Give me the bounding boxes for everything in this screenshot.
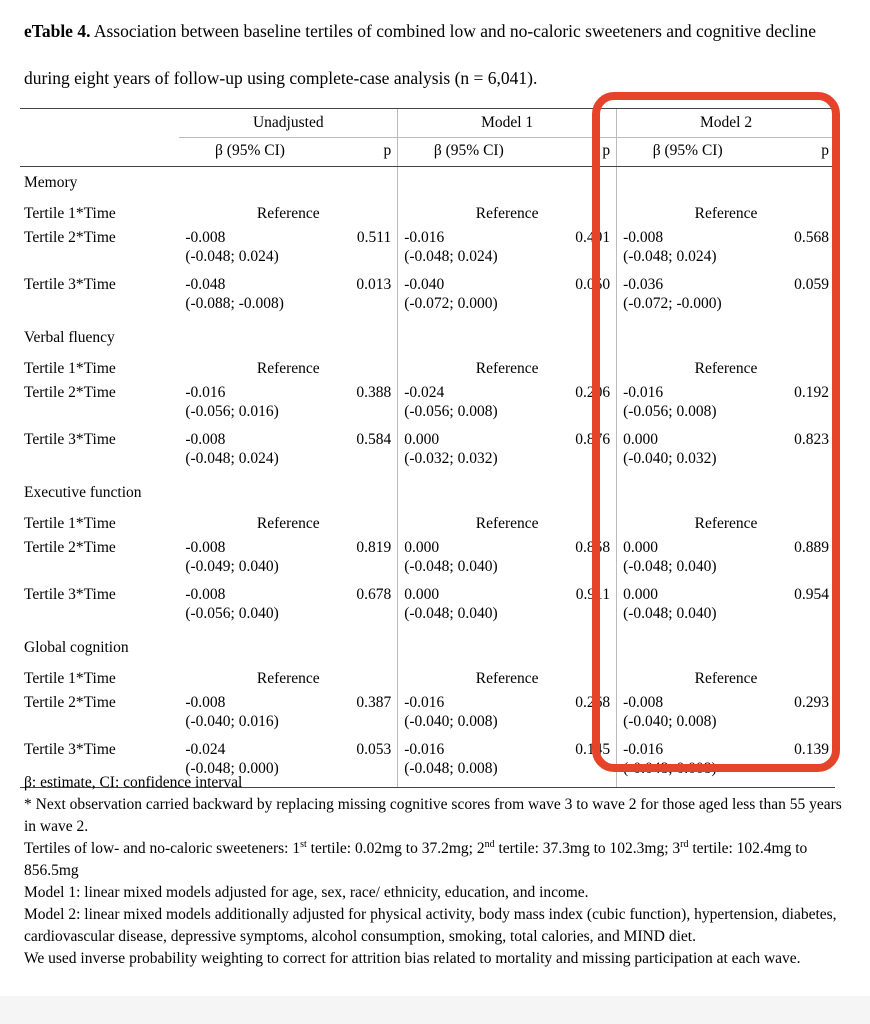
beta-value: -0.016 — [185, 384, 226, 401]
ci-value: (-0.072; -0.000) — [623, 295, 722, 312]
table-row — [20, 383, 835, 430]
row-label: Tertile 2*Time — [24, 694, 116, 711]
beta-ci-cell — [179, 430, 320, 477]
beta-value: -0.016 — [404, 694, 445, 711]
row-label: Tertile 3*Time — [20, 740, 179, 788]
empty-cell — [758, 167, 835, 200]
row-label: Tertile 2*Time — [24, 384, 116, 401]
ci-value: (-0.056; 0.008) — [623, 403, 717, 420]
ci-value: (-0.056; 0.008) — [404, 403, 498, 420]
empty-cell — [398, 477, 540, 509]
ci-value: (-0.049; 0.040) — [185, 558, 279, 575]
beta-ci-cell — [398, 538, 540, 585]
beta-ci-cell — [179, 693, 320, 740]
beta-ci-cell — [617, 585, 759, 632]
table-body — [20, 167, 835, 788]
reference-cell: Reference — [617, 354, 835, 383]
p-value: 0.053 — [321, 740, 398, 788]
p-value: 0.911 — [575, 586, 611, 603]
table-row — [20, 664, 835, 693]
row-label: Tertile 3*Time — [24, 276, 116, 293]
p-value: 0.206 — [575, 384, 611, 401]
note-tertiles: Tertiles of low- and no-caloric sweeteners: 1st tertile: 0.02mg to 37.2mg; 2nd tertile: 37.3mg to 102.3mg; 3rd tertile: 102.4mg to 856.5mg — [24, 838, 808, 879]
beta-value: -0.024 — [185, 741, 226, 758]
section-row — [20, 167, 835, 200]
table-notes — [24, 772, 844, 970]
beta-ci-cell — [617, 275, 759, 322]
ci-value: (-0.048; 0.000) — [185, 760, 279, 777]
header-beta: β (95% CI) — [617, 138, 759, 167]
p-value: 0.139 — [758, 740, 835, 788]
section-row — [20, 477, 835, 509]
ci-value: (-0.048; 0.008) — [623, 760, 717, 777]
beta-ci-cell — [179, 538, 320, 585]
viewer-bottom-bar — [0, 996, 870, 1024]
beta-ci-cell — [179, 275, 320, 322]
beta-ci-cell — [398, 430, 540, 477]
beta-value: 0.000 — [623, 586, 658, 603]
empty-cell — [758, 632, 835, 664]
beta-value: -0.036 — [623, 276, 664, 293]
beta-value: -0.016 — [623, 741, 664, 758]
p-value: 0.584 — [356, 431, 392, 448]
reference-cell: Reference — [617, 664, 835, 693]
empty-cell — [617, 322, 759, 354]
header-unadjusted: Unadjusted — [179, 109, 397, 138]
table-row — [20, 228, 835, 275]
row-label: Tertile 1*Time — [24, 515, 116, 532]
p-value: 0.889 — [794, 539, 829, 556]
p-value: 0.678 — [356, 586, 392, 603]
results-table — [20, 108, 835, 788]
empty-cell — [179, 477, 320, 509]
row-label: Tertile 1*Time — [24, 205, 116, 222]
p-value: 0.819 — [356, 539, 392, 556]
empty-cell — [321, 167, 398, 200]
row-label: Tertile 2*Time — [24, 539, 116, 556]
reference-cell: Reference — [256, 360, 320, 377]
beta-value: -0.016 — [404, 741, 445, 758]
beta-ci-cell — [179, 383, 320, 430]
beta-ci-cell — [398, 228, 540, 275]
row-label: Tertile 1*Time — [24, 360, 116, 377]
empty-cell — [617, 167, 759, 200]
table-row — [20, 275, 835, 322]
ci-value: (-0.040; 0.008) — [623, 713, 717, 730]
header-empty — [20, 109, 179, 138]
empty-cell — [321, 477, 398, 509]
beta-value: -0.048 — [185, 276, 226, 293]
table-row — [20, 538, 835, 585]
section-title: Global cognition — [24, 639, 129, 656]
row-label: Tertile 3*Time — [24, 586, 116, 603]
beta-value: -0.016 — [623, 384, 664, 401]
p-value: 0.568 — [794, 229, 829, 246]
beta-value: -0.008 — [185, 229, 226, 246]
table-row — [20, 199, 835, 228]
beta-ci-cell — [179, 228, 320, 275]
p-value: 0.511 — [356, 229, 392, 246]
p-value: 0.293 — [794, 694, 829, 711]
empty-cell — [179, 322, 320, 354]
caption-label: eTable 4. — [24, 21, 91, 41]
ci-value: (-0.048; 0.024) — [623, 248, 717, 265]
section-row — [20, 632, 835, 664]
beta-ci-cell — [398, 383, 540, 430]
beta-value: 0.000 — [623, 431, 658, 448]
ci-value: (-0.056; 0.040) — [185, 605, 279, 622]
p-value: 0.858 — [575, 539, 611, 556]
header-row-columns — [20, 138, 835, 167]
note-model-1: Model 1: linear mixed models adjusted for age, sex, race/ ethnicity, education, and income. — [24, 884, 589, 901]
header-row-groups — [20, 109, 835, 138]
beta-ci-cell — [617, 693, 759, 740]
empty-cell — [617, 632, 759, 664]
p-value: 0.050 — [575, 276, 611, 293]
beta-value: -0.008 — [623, 229, 664, 246]
reference-cell: Reference — [398, 509, 617, 538]
empty-cell — [539, 477, 616, 509]
reference-cell: Reference — [398, 354, 617, 383]
p-value: 0.013 — [356, 276, 392, 293]
table-caption — [24, 8, 854, 102]
empty-cell — [321, 632, 398, 664]
beta-value: -0.040 — [404, 276, 445, 293]
beta-ci-cell — [617, 538, 759, 585]
p-value: 0.268 — [575, 694, 611, 711]
p-value: 0.491 — [575, 229, 611, 246]
beta-ci-cell — [617, 430, 759, 477]
empty-cell — [179, 632, 320, 664]
header-model-2: Model 2 — [617, 109, 835, 138]
p-value: 0.192 — [794, 384, 829, 401]
p-value: 0.059 — [794, 276, 829, 293]
beta-value: -0.008 — [623, 694, 664, 711]
ci-value: (-0.088; -0.008) — [185, 295, 284, 312]
ci-value: (-0.048; 0.008) — [404, 760, 498, 777]
ci-value: (-0.040; 0.016) — [185, 713, 279, 730]
empty-cell — [539, 167, 616, 200]
p-value: 0.954 — [794, 586, 829, 603]
reference-cell: Reference — [398, 199, 617, 228]
beta-value: 0.000 — [404, 539, 440, 556]
beta-value: -0.008 — [185, 586, 226, 603]
row-label: Tertile 3*Time — [24, 431, 116, 448]
ci-value: (-0.048; 0.024) — [185, 450, 279, 467]
header-p: p — [539, 138, 616, 167]
empty-cell — [398, 322, 540, 354]
ci-value: (-0.048; 0.040) — [404, 605, 498, 622]
beta-value: -0.008 — [185, 694, 226, 711]
empty-cell — [758, 477, 835, 509]
reference-cell: Reference — [256, 205, 320, 222]
header-beta: β (95% CI) — [179, 138, 320, 167]
beta-value: -0.008 — [185, 431, 226, 448]
section-row — [20, 322, 835, 354]
reference-cell: Reference — [617, 199, 835, 228]
beta-ci-cell — [617, 228, 759, 275]
beta-ci-cell — [617, 383, 759, 430]
row-label: Tertile 2*Time — [24, 229, 116, 246]
ci-value: (-0.048; 0.024) — [404, 248, 498, 265]
p-value: 0.388 — [356, 384, 392, 401]
caption-text: Association between baseline tertiles of combined low and no-caloric sweeteners and cognitive decline during eight years of follow-up using complete-case analysis (n = 6,041). — [24, 21, 816, 88]
beta-value: -0.024 — [404, 384, 445, 401]
note-model-2: Model 2: linear mixed models additionally adjusted for physical activity, body mass index (cubic function), hypertension, diabetes, cardiovascular disease, depressive symptoms, alcohol consumption, smoking, total calories, and MIND diet. — [24, 906, 837, 945]
empty-cell — [398, 632, 540, 664]
ci-value: (-0.040; 0.032) — [623, 450, 717, 467]
note-asterisk: * Next observation carried backward by replacing missing cognitive scores from wave 3 to wave 2 for those aged less than 55 years in wave 2. — [24, 796, 842, 835]
p-value: 0.823 — [794, 431, 829, 448]
section-title: Executive function — [24, 484, 142, 501]
table-row — [20, 585, 835, 632]
ci-value: (-0.048; 0.040) — [404, 558, 498, 575]
note-abbreviations: β: estimate, CI: confidence interval — [24, 774, 243, 791]
table-row — [20, 693, 835, 740]
section-title: Verbal fluency — [24, 329, 115, 346]
ci-value: (-0.048; 0.040) — [623, 558, 717, 575]
table-row — [20, 509, 835, 538]
empty-cell — [758, 322, 835, 354]
header-model-1: Model 1 — [398, 109, 617, 138]
empty-cell — [398, 167, 540, 200]
reference-cell: Reference — [617, 509, 835, 538]
p-value: 0.145 — [539, 740, 616, 788]
beta-ci-cell — [179, 585, 320, 632]
beta-ci-cell — [398, 585, 540, 632]
ci-value: (-0.048; 0.024) — [185, 248, 279, 265]
header-beta: β (95% CI) — [398, 138, 540, 167]
ci-value: (-0.048; 0.040) — [623, 605, 717, 622]
beta-value: 0.000 — [623, 539, 658, 556]
header-p: p — [321, 138, 398, 167]
p-value: 0.387 — [356, 694, 392, 711]
ci-value: (-0.056; 0.016) — [185, 403, 279, 420]
empty-cell — [539, 322, 616, 354]
beta-value: -0.008 — [185, 539, 226, 556]
beta-value: 0.000 — [404, 586, 440, 603]
p-value: 0.876 — [575, 431, 611, 448]
header-p: p — [758, 138, 835, 167]
note-ipw: We used inverse probability weighting to correct for attrition bias related to mortality and missing participation at each wave. — [24, 950, 801, 967]
section-title: Memory — [24, 174, 78, 191]
ci-value: (-0.040; 0.008) — [404, 713, 498, 730]
beta-ci-cell — [398, 693, 540, 740]
empty-cell — [617, 477, 759, 509]
empty-cell — [539, 632, 616, 664]
beta-value: 0.000 — [404, 431, 440, 448]
empty-cell — [321, 322, 398, 354]
ci-value: (-0.032; 0.032) — [404, 450, 498, 467]
reference-cell: Reference — [256, 515, 320, 532]
row-label: Tertile 1*Time — [24, 670, 116, 687]
ci-value: (-0.072; 0.000) — [404, 295, 498, 312]
reference-cell: Reference — [256, 670, 320, 687]
empty-cell — [179, 167, 320, 200]
beta-value: -0.016 — [404, 229, 445, 246]
beta-ci-cell — [398, 275, 540, 322]
table-row — [20, 430, 835, 477]
reference-cell: Reference — [398, 664, 617, 693]
table-row — [20, 354, 835, 383]
